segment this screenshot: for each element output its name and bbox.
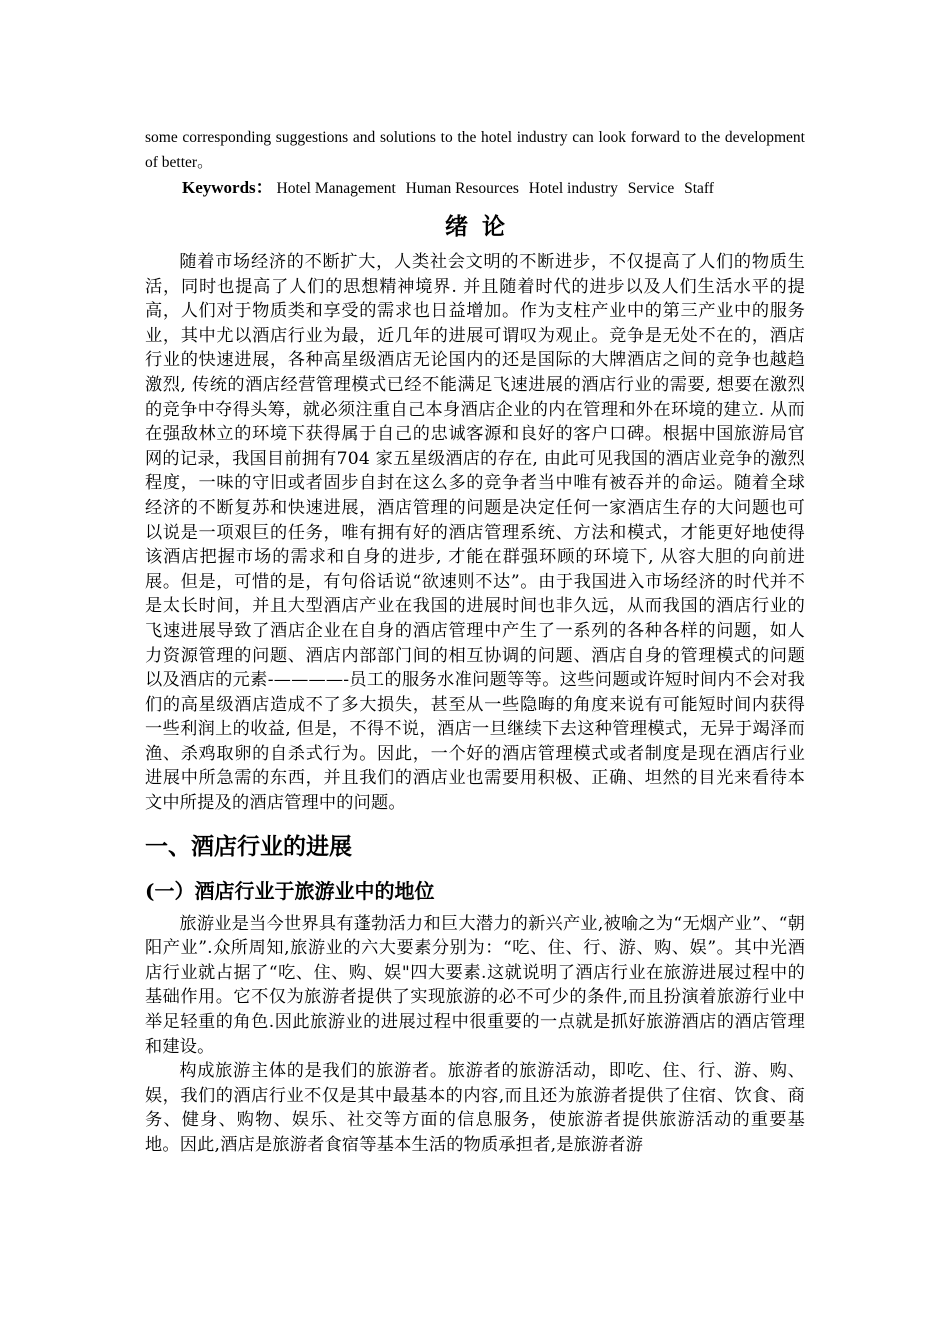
keywords-line: [145, 175, 805, 202]
intro-paragraph: 随着市场经济的不断扩大，人类社会文明的不断进步，不仅提高了人们的物质生活，同时也提高了人们的思想精神境界. 并且随着时代的进步以及人们生活水平的提高，人们对于物质类和享受的需求也日益增加。作为支柱产业中的第三产业中的服务业，其中尤以酒店行业为最，近几年的进展可谓叹为观止。竞争是无处不在的，酒店行业的快速进展，各种高星级酒店无论国内的还是国际的大牌酒店之间的竞争也越趋激烈, 传统的酒店经营管理模式已经不能满足飞速进展的酒店行业的需要, 想要在激烈的竞争中夺得头筹，就必须注重自己本身酒店企业的内在管理和外在环境的建立. 从而在强敌林立的环境下获得属于自己的忠诚客源和良好的客户口碑。根据中国旅游局官网的记录，我国目前拥有704 家五星级酒店的存在, 由此可见我国的酒店业竞争的激烈程度，一味的守旧或者固步自封在这么多的竞争者当中唯有被吞并的命运。随着全球经济的不断复苏和快速进展，酒店管理的问题是决定任何一家酒店生存的大问题也可以说是一项艰巨的任务，唯有拥有好的酒店管理系统、方法和模式，才能更好地使得该酒店把握市场的需求和自身的进步, 才能在群强环顾的环境下, 从容大胆的向前进展。但是，可惜的是，有句俗话说“欲速则不达”。由于我国进入市场经济的时代并不是太长时间，并且大型酒店产业在我国的进展时间也非久远，从而我国的酒店行业的飞速进展导致了酒店企业在自身的酒店管理中产生了一系列的各种各样的问题，如人力资源管理的问题、酒店内部部门间的相互协调的问题、酒店自身的管理模式的问题以及酒店的元素-————-员工的服务水准问题等等。这些问题或许短时间内不会对我们的高星级酒店造成不了多大损失，甚至从一些隐晦的角度来说有可能短时间内获得一些利润上的收益, 但是，不得不说，酒店一旦继续下去这种管理模式，无异于竭泽而渔、杀鸡取卵的自杀式行为。因此，一个好的酒店管理模式或者制度是现在酒店行业进展中所急需的东西，并且我们的酒店业也需要用积极、正确、坦然的目光来看待本文中所提及的酒店管理中的问题。: [145, 252, 805, 814]
keyword-item: Human Resources: [405, 180, 519, 197]
keyword-item: Staff: [684, 180, 714, 197]
keyword-item: Hotel industry: [528, 180, 618, 197]
section-1-heading: (一）酒店行业于旅游业中的地位: [145, 878, 435, 903]
document-page: [145, 125, 805, 1158]
abstract-tail: some corresponding suggestions and solutions to the hotel industry can look forward to the development of better。: [145, 129, 805, 171]
section-1-paragraph-2: 构成旅游主体的是我们的旅游者。旅游者的旅游活动，即吃、住、行、游、购、娱，我们的酒店行业不仅是其中最基本的内容,而且还为旅游者提供了住宿、饮食、商务、健身、购物、娱乐、社交等方面的信息服务，使旅游者提供旅游活动的重要基地。因此,酒店是旅游者食宿等基本生活的物质承担者,是旅游者游: [145, 1061, 805, 1155]
section-1-paragraph-1: 旅游业是当今世界具有蓬勃活力和巨大潜力的新兴产业,被喻之为“无烟产业”、“朝阳产业”.众所周知,旅游业的六大要素分别为：“吃、住、行、游、购、娱”。其中光酒店行业就占据了“吃、住、购、娱"四大要素.这就说明了酒店行业在旅游进展过程中的基础作用。它不仅为旅游者提供了实现旅游的必不可少的条件,而且扮演着旅游行业中举足轻重的角色.因此旅游业的进展过程中很重要的一点就是抓好旅游酒店的酒店管理和建设。: [145, 913, 805, 1057]
keyword-item: Service: [627, 180, 675, 197]
intro-title: 绪论: [445, 213, 519, 240]
chapter-1-heading: 一、酒店行业的进展: [145, 832, 352, 860]
keywords-label: Keywords：: [182, 178, 273, 197]
keyword-item: Hotel Management: [276, 180, 396, 197]
